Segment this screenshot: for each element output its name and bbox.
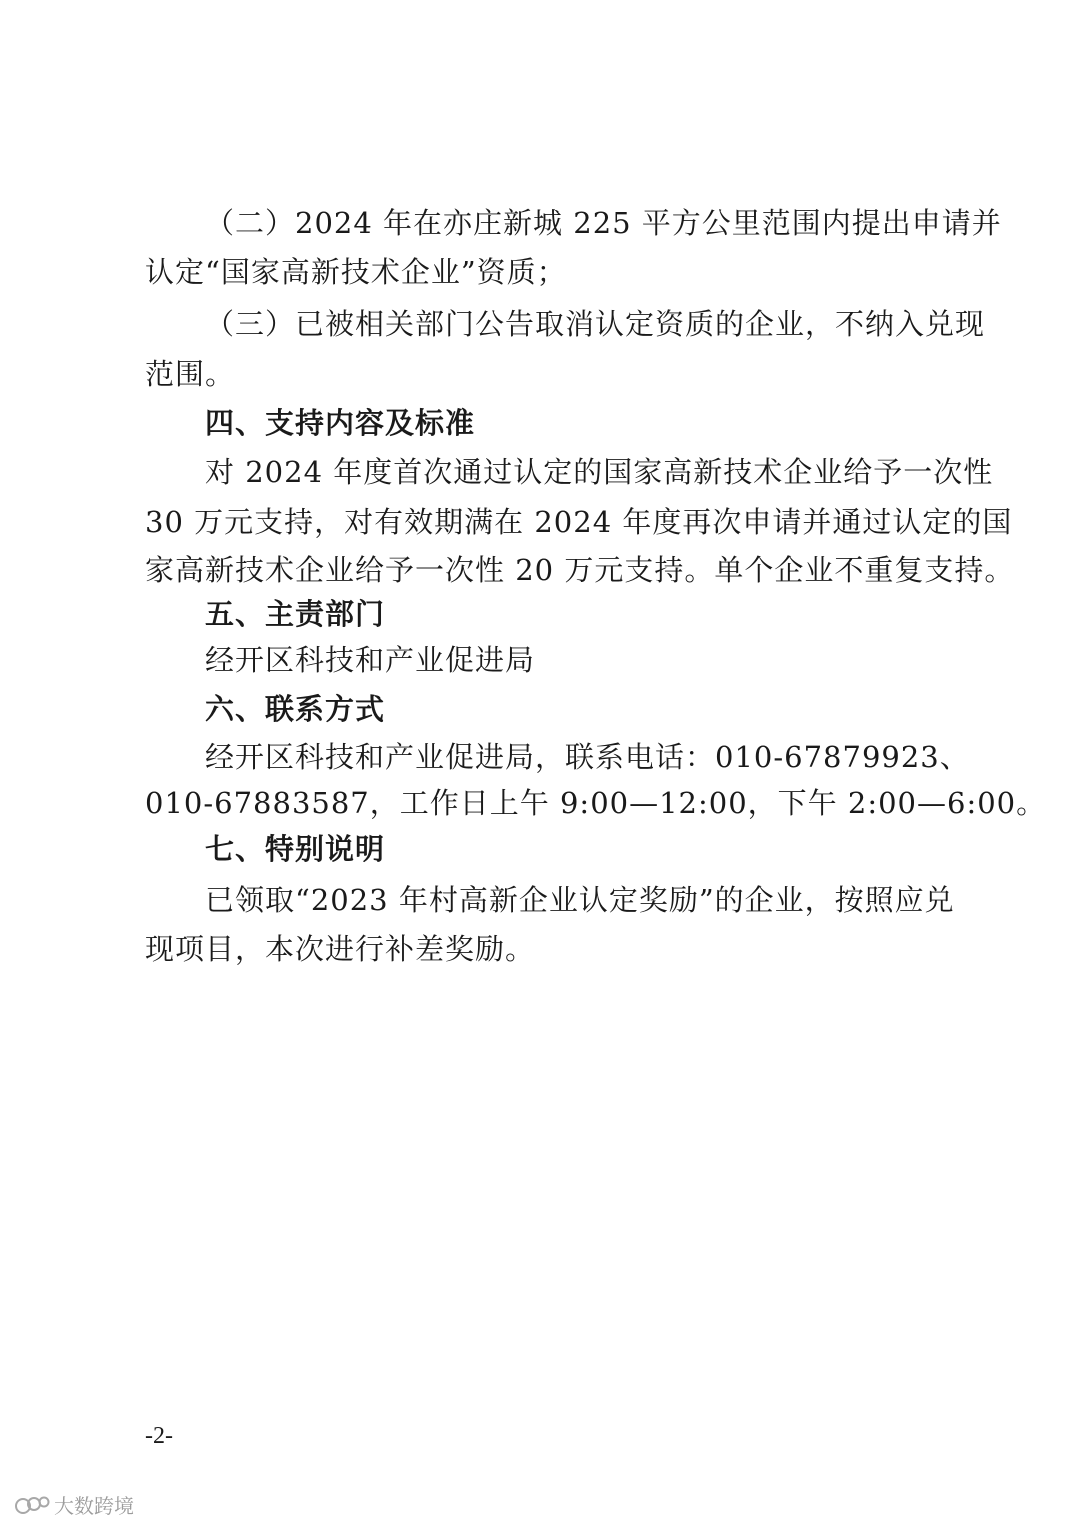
watermark [14, 1490, 134, 1519]
page-number: -2- [145, 1423, 173, 1449]
paragraph-line: 现项目，本次进行补差奖励。 [145, 932, 536, 966]
paragraph-line: 经开区科技和产业促进局 [205, 643, 536, 677]
paragraph-line: 对 2024 年度首次通过认定的国家高新技术企业给予一次性 [205, 455, 994, 489]
paragraph-line: 30 万元支持，对有效期满在 2024 年度再次申请并通过认定的国 [145, 505, 1013, 539]
section-heading: 六、联系方式 [205, 692, 386, 726]
section-heading: 四、支持内容及标准 [205, 406, 476, 440]
paragraph-line: 认定“国家高新技术企业”资质； [145, 255, 567, 289]
paragraph-line: 范围。 [145, 357, 236, 391]
section-heading: 七、特别说明 [205, 832, 386, 866]
dashu-logo-icon [14, 1494, 50, 1516]
section-heading: 五、主责部门 [205, 597, 386, 631]
paragraph-line: （二）2024 年在亦庄新城 225 平方公里范围内提出申请并 [205, 206, 1002, 240]
watermark-text: 大数跨境 [54, 1494, 134, 1518]
paragraph-line: 经开区科技和产业促进局，联系电话：010-67879923、 [205, 740, 970, 774]
paragraph-line: 010-67883587，工作日上午 9:00—12:00，下午 2:00—6:00。 [145, 786, 1047, 820]
paragraph-line: 已领取“2023 年村高新企业认定奖励”的企业，按照应兑 [205, 883, 955, 917]
paragraph-line: 家高新技术企业给予一次性 20 万元支持。单个企业不重复支持。 [145, 553, 1015, 587]
paragraph-line: （三）已被相关部门公告取消认定资质的企业，不纳入兑现 [205, 307, 986, 341]
